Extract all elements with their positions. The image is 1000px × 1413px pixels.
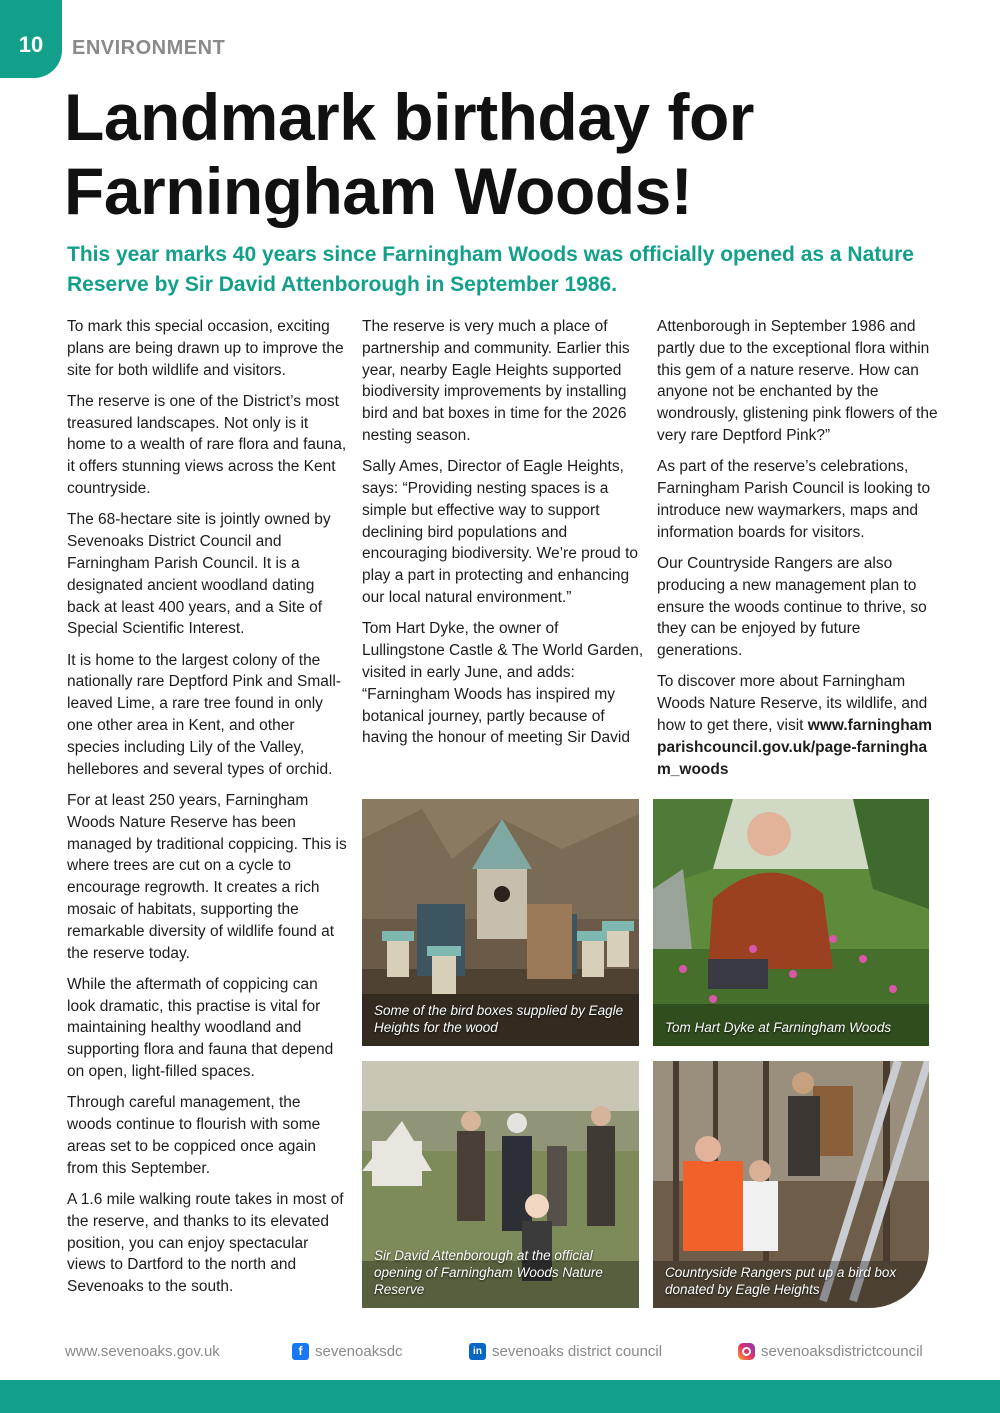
facebook-icon: f	[292, 1343, 309, 1360]
article-column-2	[362, 316, 644, 759]
paragraph	[657, 671, 939, 780]
paragraph: While the aftermath of coppicing can look dramatic, this practise is vital for maintaining healthy woodland and supporting flora and fauna that depend on open, light-filled spaces.	[67, 975, 334, 1080]
facebook-handle: sevenoaksdc	[315, 1343, 403, 1360]
paragraph: Sally Ames, Director of Eagle Heights, says: “Providing nesting spaces is a simple but effective way to support declining bird populations and encouraging biodiversity. We’re proud to play a part in protecting and enhancing our local natural environment.”	[362, 458, 638, 607]
photo-countryside-rangers	[653, 1061, 929, 1308]
visit-text: To discover more about Farningham Woods Nature Reserve, its wildlife, and how to get there, visit	[657, 673, 928, 735]
photo-caption: Some of the bird boxes supplied by Eagle Heights for the wood	[374, 1003, 624, 1035]
standfirst: This year marks 40 years since Farningham Woods was officially opened as a Nature Reserve by Sir David Attenborough in September 1986.	[67, 243, 914, 296]
instagram-handle: sevenoaksdistrictcouncil	[761, 1343, 923, 1360]
paragraph: The 68-hectare site is jointly owned by Sevenoaks District Council and Farningham Parish Council. It is a designated ancient woodland dating back at least 400 years, and a Site of Special Scientific Interest.	[67, 511, 331, 638]
footer-facebook-link[interactable]	[292, 1343, 403, 1360]
paragraph: It is home to the largest colony of the nationally rare Deptford Pink and Small-leaved Lime, a rare tree found in only one other area in Kent, and other species including Lily of the Valley, hellebores and several types of orchid.	[67, 651, 341, 778]
website-text: www.sevenoaks.gov.uk	[65, 1343, 220, 1360]
paragraph: Our Countryside Rangers are also producing a new management plan to ensure the woods continue to thrive, so they can be enjoyed by future generations.	[657, 554, 927, 660]
photo-official-opening	[362, 1061, 639, 1308]
paragraph: The reserve is very much a place of partnership and community. Earlier this year, nearby Eagle Heights supported biodiversity improvements by installing bird and bat boxes in time for the 2026 nesting season.	[362, 318, 630, 444]
article-column-1	[67, 316, 347, 1307]
bottom-brand-bar	[0, 1380, 1000, 1413]
photo-caption: Countryside Rangers put up a bird box donated by Eagle Heights	[665, 1265, 897, 1297]
paragraph: Through careful management, the woods continue to flourish with some areas set to be coppiced once again from this September.	[67, 1094, 321, 1177]
photo-caption: Sir David Attenborough at the official opening of Farningham Woods Nature Reserve	[374, 1248, 603, 1297]
linkedin-handle: sevenoaks district council	[492, 1343, 663, 1360]
headline-line-2: Farningham Woods!	[64, 154, 693, 228]
paragraph: To mark this special occasion, exciting plans are being drawn up to improve the site for both wildlife and visitors.	[67, 318, 344, 379]
footer	[0, 1340, 1000, 1366]
headline-line-1: Landmark birthday for	[64, 80, 754, 154]
paragraph: A 1.6 mile walking route takes in most of the reserve, and thanks to its elevated position, you can enjoy spectacular views to Dartford to the north and Sevenoaks to the south.	[67, 1190, 344, 1296]
paragraph: Attenborough in September 1986 and partly due to the exceptional flora within this gem of a nature reserve. How can anyone not be enchanted by the wondrously, glistening pink flowers of the very rare Deptford Pink?”	[657, 318, 938, 444]
photo-bird-boxes	[362, 799, 639, 1046]
footer-website-link[interactable]	[65, 1343, 220, 1360]
tom-hart-dyke-image	[653, 799, 929, 1046]
instagram-icon	[738, 1343, 755, 1360]
section-label: ENVIRONMENT	[72, 37, 226, 59]
footer-linkedin-link[interactable]	[469, 1343, 662, 1360]
paragraph: Tom Hart Dyke, the owner of Lullingstone Castle & The World Garden, visited in early June, and adds: “Farningham Woods has inspired my botanical journey, partly because of having the honour of meeting Sir David	[362, 620, 644, 747]
article-column-3	[657, 316, 939, 790]
photo-caption: Tom Hart Dyke at Farningham Woods	[665, 1020, 892, 1035]
paragraph: As part of the reserve’s celebrations, Farningham Parish Council is looking to introduce new waymarkers, maps and information boards for visitors.	[657, 458, 931, 541]
paragraph: The reserve is one of the District’s most treasured landscapes. Not only is it home to a wealth of rare flora and fauna, it offers stunning views across the Kent countryside.	[67, 392, 347, 498]
paragraph: For at least 250 years, Farningham Woods Nature Reserve has been managed by traditional coppicing. This is where trees are cut on a cycle to encourage regrowth. It creates a rich mosaic of habitats, supporting the remarkable diversity of wildlife found at the reserve today.	[67, 791, 347, 962]
headline	[64, 80, 944, 228]
footer-instagram-link[interactable]	[738, 1343, 923, 1360]
parish-council-link[interactable]: www.farninghamparishcouncil.gov.uk/page-farningham_woods	[657, 717, 933, 778]
page-number: 10	[18, 32, 44, 57]
photo-tom-hart-dyke	[653, 799, 929, 1046]
linkedin-icon: in	[469, 1343, 486, 1360]
